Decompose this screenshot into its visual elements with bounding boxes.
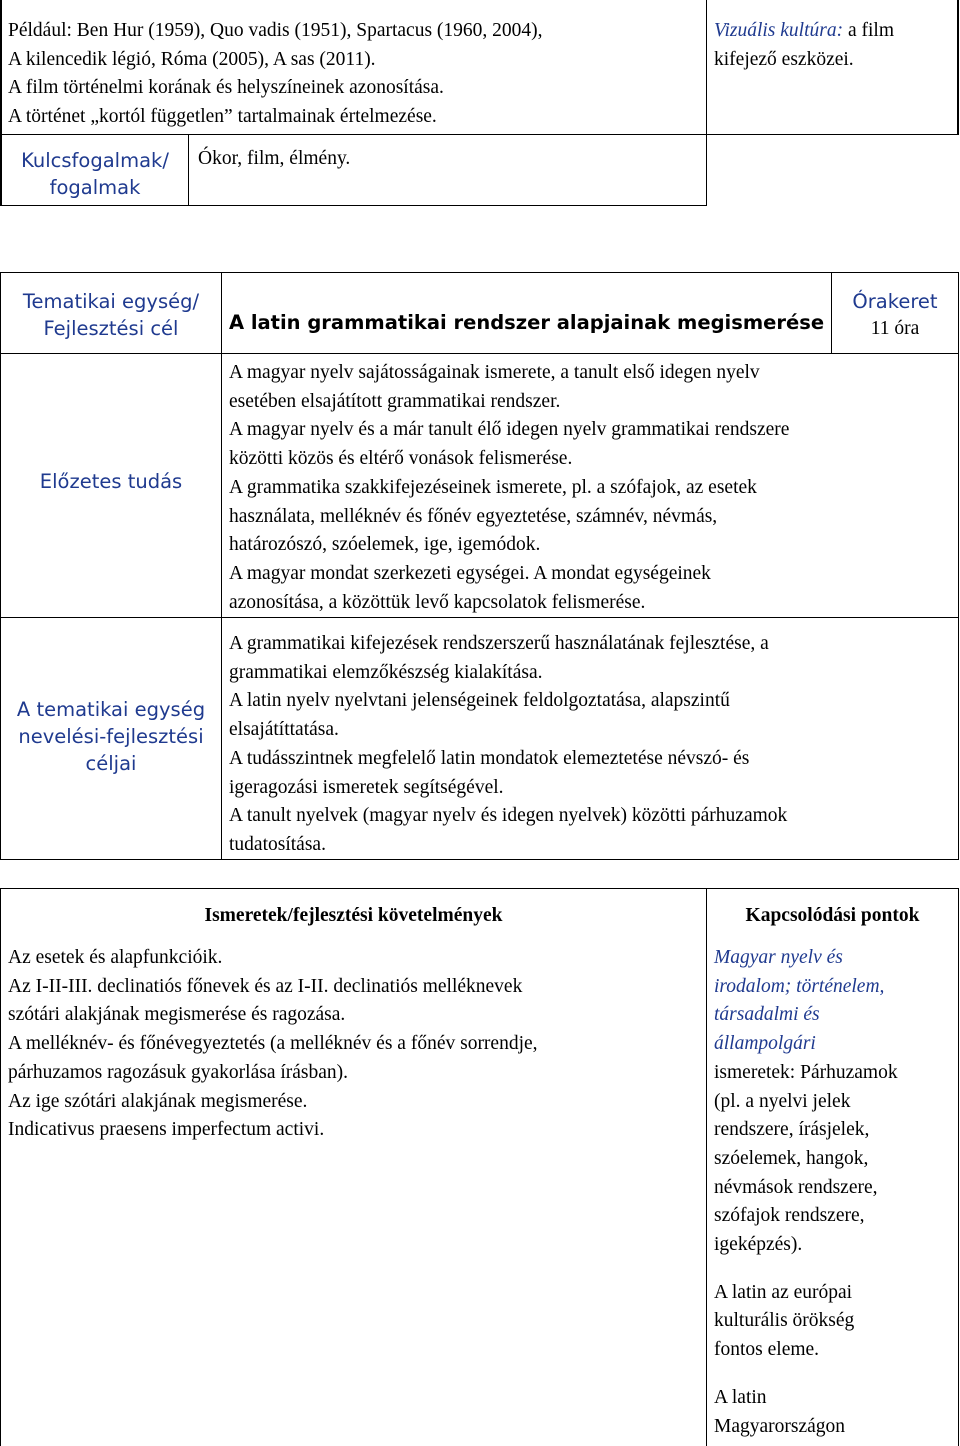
subject-link: Magyar nyelv és	[714, 947, 843, 968]
text-line: A latin nyelv nyelvtani jelenségeinek feldolgoztatása, alapszintű	[229, 690, 730, 712]
text-line: A tudásszintnek megfelelő latin mondatok elemeztetése névszó- és	[229, 747, 750, 769]
text-line: A magyar nyelv és a már tanult élő idegen nyelv grammatikai rendszere	[229, 419, 790, 441]
border	[706, 134, 707, 206]
text-line: Az ige szótári alakjának megismerése.	[8, 1090, 308, 1112]
connection-points-top	[714, 17, 894, 74]
label-line: Fejlesztési cél	[43, 317, 179, 340]
subject-link: állampolgári	[714, 1033, 816, 1055]
border	[0, 888, 959, 889]
requirements-text	[8, 944, 538, 1145]
text-line: párhuzamos ragozásuk gyakorlása írásban).	[8, 1061, 349, 1083]
label-line: Tematikai egység/	[22, 290, 200, 313]
subject-link: társadalmi és	[714, 1004, 820, 1026]
text-line: Az esetek és alapfunkcióik.	[8, 947, 223, 968]
text-line: igeképzés).	[714, 1234, 803, 1256]
text-line: (pl. a nyelvi jelek	[714, 1090, 851, 1112]
border	[957, 0, 959, 135]
text-line: igeragozási ismeretek segítségével.	[229, 776, 504, 798]
text-line: fontos eleme.	[714, 1339, 820, 1361]
goals-text	[229, 630, 787, 860]
label-line: nevelési-fejlesztési	[18, 725, 204, 748]
text-line: rendszere, írásjelek,	[714, 1119, 870, 1141]
goals-label	[1, 696, 221, 777]
text-line: használata, melléknév és főnév egyeztetése, számnév, névmás,	[229, 505, 718, 527]
text-line: határozószó, szóelemek, ige, igemódok.	[229, 534, 541, 556]
text-line: szófajok rendszere,	[714, 1205, 865, 1227]
text-line: A magyar nyelv sajátosságainak ismerete, a tanult első idegen nyelv	[229, 362, 760, 383]
text-line: Magyarországon	[714, 1415, 846, 1437]
label-line: céljai	[85, 752, 137, 775]
key-concepts-label	[2, 147, 188, 201]
border	[0, 272, 959, 273]
text-line: grammatikai elemzőkészség kialakítása.	[229, 661, 543, 683]
text-line: A latin az európai	[714, 1281, 853, 1303]
text-line: A latin	[714, 1386, 767, 1408]
text-line: azonosítása, a közöttük levő kapcsolatok felismerése.	[229, 591, 646, 613]
text-line: A tanult nyelvek (magyar nyelv és idegen nyelvek) közötti párhuzamok	[229, 805, 788, 827]
subject-link: irodalom; történelem,	[714, 975, 885, 997]
text-line: a film	[843, 20, 894, 41]
border	[958, 888, 959, 1446]
unit-title: A latin grammatikai rendszer alapjainak megismerése	[228, 311, 825, 334]
text-line: ismeretek: Párhuzamok	[714, 1061, 898, 1083]
text-line: névmások rendszere,	[714, 1176, 878, 1198]
border	[706, 888, 707, 1446]
connection-points-text	[714, 944, 898, 1441]
connection-points-header: Kapcsolódási pontok	[745, 905, 920, 926]
label-line: A tematikai egység	[16, 698, 206, 721]
border	[0, 888, 1, 1446]
text-line: A film történelmi korának és helyszíneinek azonosítása.	[8, 77, 444, 99]
border	[0, 353, 959, 354]
text-line: A grammatikai kifejezések rendszerszerű használatának fejlesztése, a	[229, 633, 769, 654]
hours-box	[832, 288, 958, 342]
unit-label	[1, 288, 221, 342]
prior-knowledge-text	[229, 359, 789, 617]
border	[958, 272, 959, 860]
label-line: fogalmak	[49, 176, 141, 199]
text-line: Indicativus praesens imperfectum activi.	[8, 1119, 325, 1141]
examples-text	[8, 17, 543, 132]
text-line: A magyar mondat szerkezeti egységei. A mondat egységeinek	[229, 562, 711, 584]
text-line: szóelemek, hangok,	[714, 1147, 869, 1169]
requirements-header: Ismeretek/fejlesztési követelmények	[204, 905, 503, 926]
hours-label: Órakeret	[852, 290, 938, 313]
border	[221, 272, 222, 860]
text-line: közötti közös és eltérő vonások felismerése.	[229, 448, 573, 470]
prior-knowledge-label: Előzetes tudás	[39, 470, 183, 493]
text-line: A kilencedik légió, Róma (2005), A sas (2011).	[8, 48, 376, 70]
text-line: tudatosítása.	[229, 833, 326, 855]
subject-link: Vizuális kultúra:	[714, 20, 844, 41]
text-line: esetében elsajátított grammatikai rendszer.	[229, 390, 561, 412]
text-line: szótári alakjának megismerése és ragozása.	[8, 1004, 346, 1026]
border	[706, 0, 707, 135]
key-concepts-value: Ókor, film, élmény.	[198, 148, 351, 169]
text-line: A grammatika szakkifejezéseinek ismerete, pl. a szófajok, az esetek	[229, 476, 757, 498]
border	[0, 205, 707, 206]
text-line: kulturális örökség	[714, 1310, 855, 1332]
hours-value: 11 óra	[870, 318, 920, 339]
text-line: kifejező eszközei.	[714, 48, 854, 70]
label-line: Kulcsfogalmak/	[21, 149, 169, 172]
text-line: Például: Ben Hur (1959), Quo vadis (1951), Spartacus (1960, 2004),	[8, 20, 543, 41]
text-line: elsajátíttatása.	[229, 719, 339, 741]
border	[188, 134, 189, 206]
text-line: A melléknév- és főnévegyeztetés (a melléknév és a főnév sorrendje,	[8, 1033, 538, 1055]
text-line: A történet „kortól független” tartalmainak értelmezése.	[8, 106, 437, 128]
text-line: Az I-II-III. declinatiós főnevek és az I-II. declinatiós melléknevek	[8, 975, 523, 997]
border	[0, 134, 959, 135]
